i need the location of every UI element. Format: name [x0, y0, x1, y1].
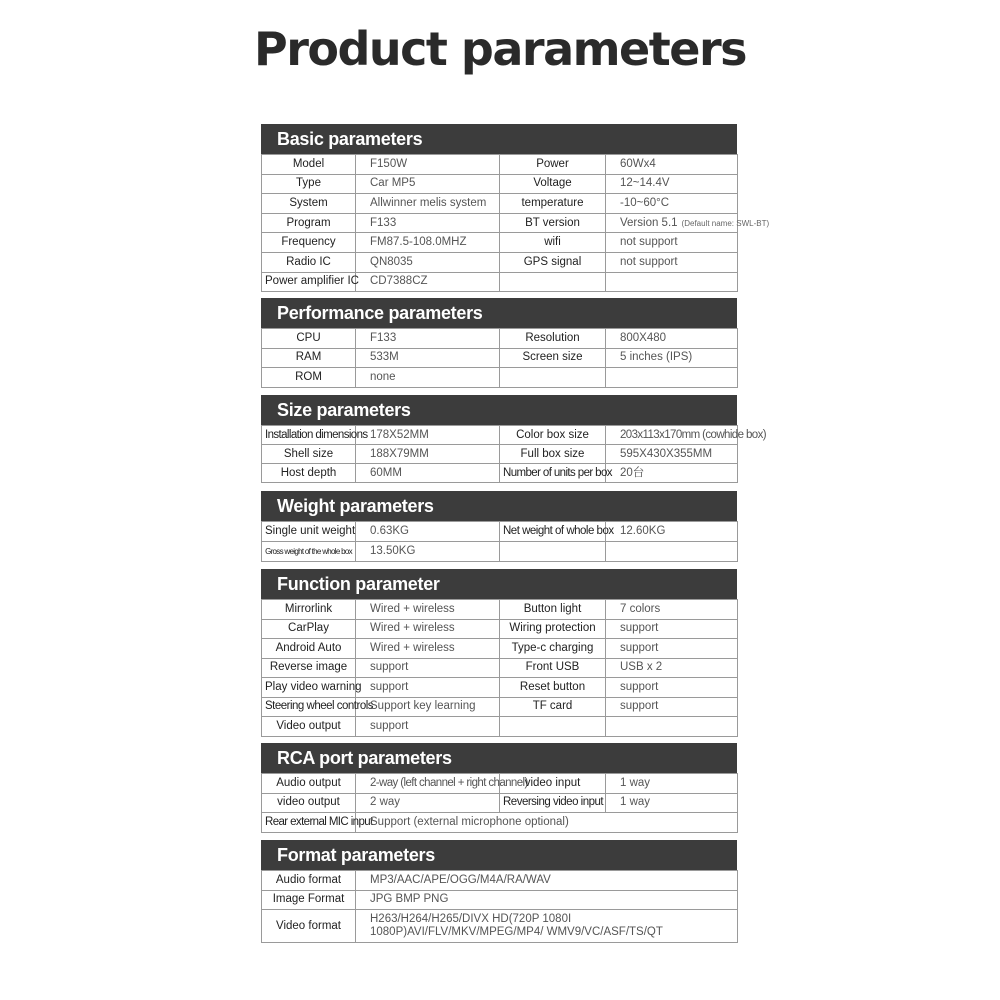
param-key — [500, 272, 606, 292]
param-key: Type — [262, 174, 356, 194]
param-key — [500, 542, 606, 562]
performance-parameters-section — [261, 298, 737, 388]
table-row — [262, 619, 738, 639]
param-key: Installation dimensions — [262, 426, 356, 445]
param-key: BT version — [500, 213, 606, 233]
table-row — [262, 213, 738, 233]
param-value: CD7388CZ — [356, 272, 500, 292]
section-header: Format parameters — [261, 840, 737, 870]
table-row — [262, 233, 738, 253]
page-title: Product parameters — [253, 22, 747, 76]
section-header: Basic parameters — [261, 124, 737, 154]
param-value: F133 — [356, 329, 500, 349]
table-row — [262, 368, 738, 388]
table-row — [262, 910, 738, 943]
param-value: F150W — [356, 155, 500, 175]
param-key: video output — [262, 793, 356, 813]
param-key: Button light — [500, 600, 606, 620]
size-parameters-table — [261, 425, 766, 483]
param-key: Program — [262, 213, 356, 233]
param-key: Power amplifier IC — [262, 272, 356, 292]
format-parameters-section — [261, 840, 737, 943]
param-value: Car MP5 — [356, 174, 500, 194]
bt-default-name-note: (Default name: SWL-BT) — [681, 218, 770, 228]
param-value — [606, 213, 770, 233]
param-key: Shell size — [262, 445, 356, 464]
param-key: temperature — [500, 194, 606, 214]
param-key: Single unit weight — [262, 522, 356, 542]
table-row — [262, 774, 738, 794]
param-key — [500, 368, 606, 388]
weight-parameters-table — [261, 521, 738, 562]
table-row — [262, 890, 738, 910]
section-header: Weight parameters — [261, 491, 737, 521]
param-key: Screen size — [500, 348, 606, 368]
param-value: USB x 2 — [606, 658, 738, 678]
param-key: Reset button — [500, 678, 606, 698]
param-value: H263/H264/H265/DIVX HD(720P 1080I 1080P)AVI/FLV/MKV/MPEG/MP4/ WMV9/VC/ASF/TS/QT — [356, 910, 738, 943]
param-value: 60MM — [356, 464, 500, 483]
table-row — [262, 445, 738, 464]
param-value: 188X79MM — [356, 445, 500, 464]
basic-parameters-table — [261, 154, 770, 292]
table-row — [262, 252, 738, 272]
param-value: 533M — [356, 348, 500, 368]
param-value — [606, 542, 738, 562]
param-key: CPU — [262, 329, 356, 349]
param-value: FM87.5-108.0MHZ — [356, 233, 500, 253]
param-value: not support — [606, 233, 738, 253]
table-row — [262, 194, 738, 214]
table-row — [262, 542, 738, 562]
param-value: 2-way (left channel + right channel) — [356, 774, 500, 794]
param-value: 595X430X355MM — [606, 445, 738, 464]
param-key: Video format — [262, 910, 356, 943]
rca-port-parameters-section — [261, 743, 737, 833]
param-value: Wired + wireless — [356, 619, 500, 639]
param-value — [606, 272, 738, 292]
param-value: 2 way — [356, 793, 500, 813]
param-key: Image Format — [262, 890, 356, 910]
param-value: -10~60°C — [606, 194, 738, 214]
param-key: wifi — [500, 233, 606, 253]
table-row — [262, 793, 738, 813]
size-parameters-section — [261, 395, 766, 483]
param-key: Frequency — [262, 233, 356, 253]
format-parameters-table — [261, 870, 738, 943]
table-row — [262, 272, 738, 292]
performance-parameters-table — [261, 328, 738, 388]
table-row — [262, 329, 738, 349]
param-value: none — [356, 368, 500, 388]
param-key: Radio IC — [262, 252, 356, 272]
param-key: Reverse image — [262, 658, 356, 678]
param-key: Color box size — [500, 426, 606, 445]
param-value: 1 way — [606, 774, 738, 794]
param-key: Number of units per box — [500, 464, 606, 483]
table-row — [262, 658, 738, 678]
section-header: Performance parameters — [261, 298, 737, 328]
function-parameter-table — [261, 599, 738, 737]
table-row — [262, 600, 738, 620]
table-row — [262, 678, 738, 698]
param-value: Support (external microphone optional) — [356, 813, 738, 833]
param-value: 203x113x170mm (cowhide box) — [606, 426, 738, 445]
table-row — [262, 717, 738, 737]
param-value: 178X52MM — [356, 426, 500, 445]
param-key: Resolution — [500, 329, 606, 349]
param-value: F133 — [356, 213, 500, 233]
param-value: 7 colors — [606, 600, 738, 620]
param-value: not support — [606, 252, 738, 272]
param-value: 800X480 — [606, 329, 738, 349]
rca-port-parameters-table — [261, 773, 738, 833]
param-value: support — [606, 619, 738, 639]
param-key: Net weight of whole box — [500, 522, 606, 542]
param-value: 1 way — [606, 793, 738, 813]
section-header: RCA port parameters — [261, 743, 737, 773]
param-key: Front USB — [500, 658, 606, 678]
param-value: 0.63KG — [356, 522, 500, 542]
table-row — [262, 348, 738, 368]
param-value: MP3/AAC/APE/OGG/M4A/RA/WAV — [356, 871, 738, 891]
param-value: Support key learning — [356, 697, 500, 717]
param-value: 12~14.4V — [606, 174, 738, 194]
param-value: support — [606, 639, 738, 659]
param-key: Android Auto — [262, 639, 356, 659]
table-row — [262, 155, 738, 175]
section-header: Size parameters — [261, 395, 737, 425]
param-key: GPS signal — [500, 252, 606, 272]
weight-parameters-section — [261, 491, 737, 562]
table-row — [262, 813, 738, 833]
bt-version-value: Version 5.1 — [620, 216, 678, 229]
basic-parameters-section — [261, 124, 770, 292]
param-key: System — [262, 194, 356, 214]
param-key: TF card — [500, 697, 606, 717]
param-value: Allwinner melis system — [356, 194, 500, 214]
param-key: Type-c charging — [500, 639, 606, 659]
param-value — [606, 368, 738, 388]
param-value: support — [606, 697, 738, 717]
table-row — [262, 697, 738, 717]
param-key: RAM — [262, 348, 356, 368]
param-value: 20台 — [606, 464, 738, 483]
param-value: support — [606, 678, 738, 698]
table-row — [262, 522, 738, 542]
param-key: Rear external MIC input — [262, 813, 356, 833]
param-value: support — [356, 678, 500, 698]
param-key — [500, 717, 606, 737]
param-key: Audio format — [262, 871, 356, 891]
param-key: Steering wheel controls — [262, 697, 356, 717]
param-key: Play video warning — [262, 678, 356, 698]
param-key: Model — [262, 155, 356, 175]
param-key: Power — [500, 155, 606, 175]
param-key: Host depth — [262, 464, 356, 483]
param-key: video input — [500, 774, 606, 794]
param-value: JPG BMP PNG — [356, 890, 738, 910]
param-value: support — [356, 717, 500, 737]
param-value: 5 inches (IPS) — [606, 348, 738, 368]
function-parameter-section — [261, 569, 737, 737]
table-row — [262, 464, 738, 483]
param-key: Mirrorlink — [262, 600, 356, 620]
section-header: Function parameter — [261, 569, 737, 599]
param-value: support — [356, 658, 500, 678]
param-key: Gross weight of the whole box — [262, 542, 356, 562]
param-key: Voltage — [500, 174, 606, 194]
table-row — [262, 871, 738, 891]
param-key: Audio output — [262, 774, 356, 794]
param-key: Wiring protection — [500, 619, 606, 639]
param-key: Full box size — [500, 445, 606, 464]
param-value — [606, 717, 738, 737]
param-key: CarPlay — [262, 619, 356, 639]
table-row — [262, 426, 738, 445]
param-key: Video output — [262, 717, 356, 737]
param-value: 60Wx4 — [606, 155, 738, 175]
param-value: Wired + wireless — [356, 600, 500, 620]
param-value: 12.60KG — [606, 522, 738, 542]
param-key: Reversing video input — [500, 793, 606, 813]
param-value: Wired + wireless — [356, 639, 500, 659]
param-key: ROM — [262, 368, 356, 388]
table-row — [262, 639, 738, 659]
table-row — [262, 174, 738, 194]
param-value: 13.50KG — [356, 542, 500, 562]
param-value: QN8035 — [356, 252, 500, 272]
